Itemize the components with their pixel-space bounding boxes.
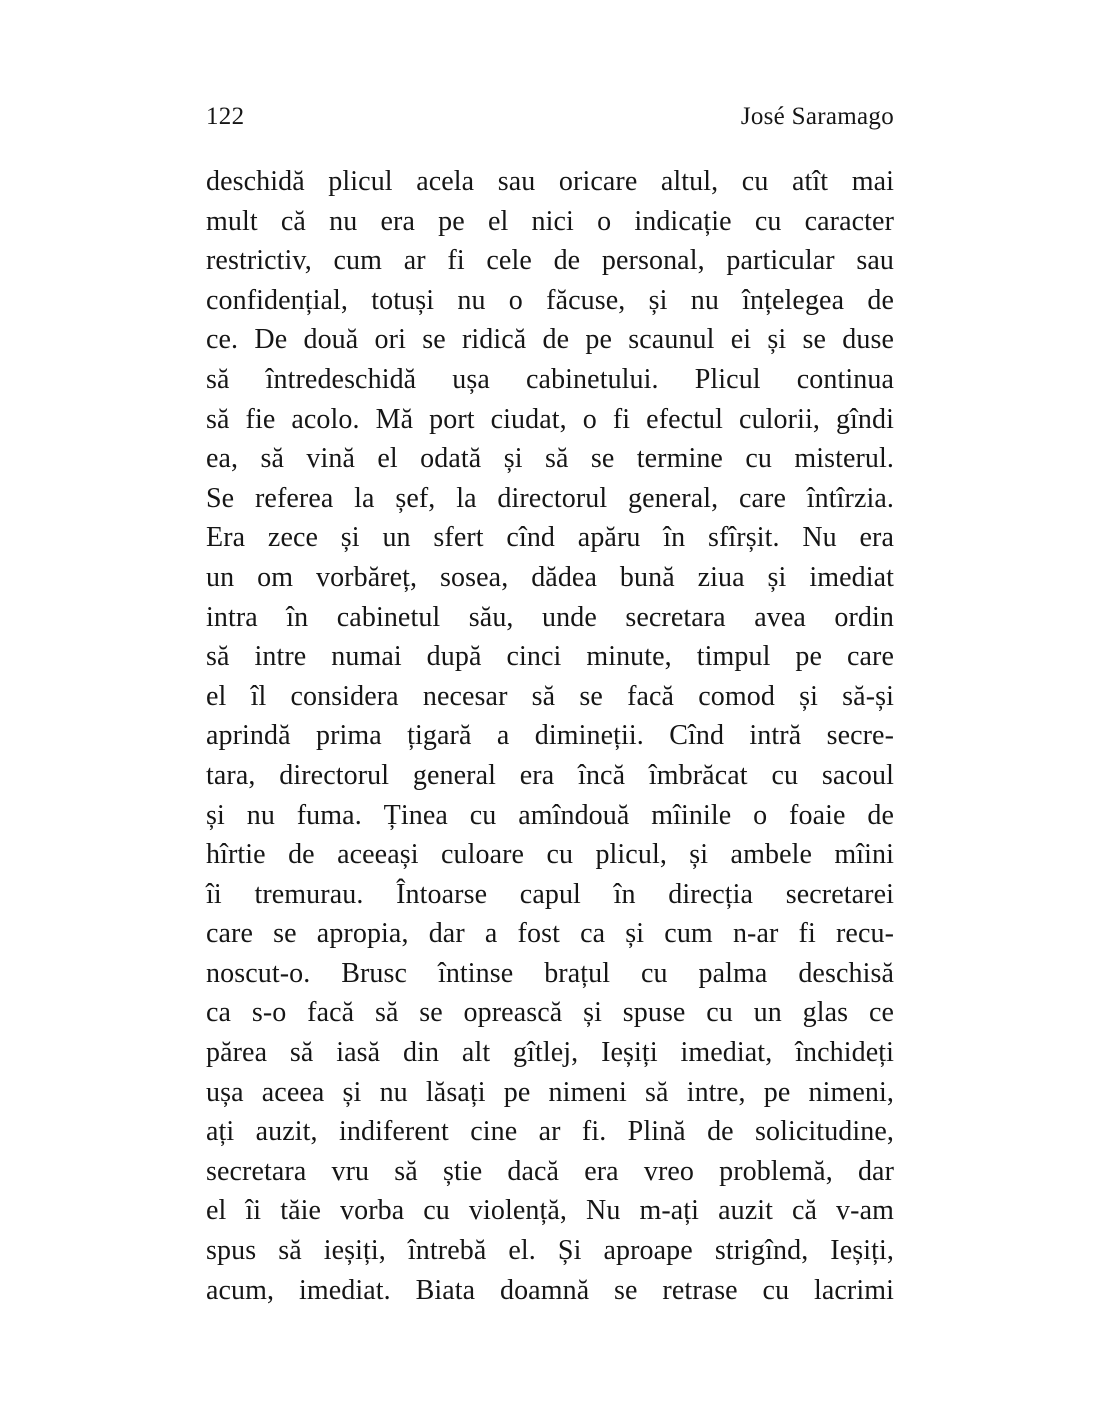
text-line: care se apropia, dar a fost ca și cum n-ar fi recu-	[206, 918, 894, 950]
text-line: intra în cabinetul său, unde secretara avea ordin	[206, 601, 894, 633]
text-line: îi tremurau. Întoarse capul în direcția secretarei	[206, 878, 894, 910]
text-line: el îl considera necesar să se facă comod și să-și	[206, 680, 894, 712]
text-line: părea să iasă din alt gîtlej, Ieșiți imediat, închideți	[206, 1037, 894, 1069]
text-line: să fie acolo. Mă port ciudat, o fi efectul culorii, gîndi	[206, 403, 894, 435]
text-line: ați auzit, indiferent cine ar fi. Plină de solicitudine,	[206, 1116, 894, 1148]
text-line: ușa aceea și nu lăsați pe nimeni să intre, pe nimeni,	[206, 1076, 894, 1108]
text-line: mult că nu era pe el nici o indicație cu caracter	[206, 205, 894, 237]
text-line: aprindă prima țigară a dimineții. Cînd intră secre-	[206, 720, 894, 752]
text-line: să întredeschidă ușa cabinetului. Plicul continua	[206, 363, 894, 395]
text-line: restrictiv, cum ar fi cele de personal, particular sau	[206, 245, 894, 277]
text-column	[206, 102, 894, 1310]
text-line: hîrtie de aceeași culoare cu plicul, și ambele mîini	[206, 839, 894, 871]
text-line: Se referea la șef, la directorul general, care întîrzia.	[206, 482, 894, 514]
text-line: un om vorbăreț, sosea, dădea bună ziua și imediat	[206, 561, 894, 593]
page-number: 122	[206, 103, 245, 130]
text-line: confidențial, totuși nu o făcuse, și nu înțelegea de	[206, 284, 894, 316]
text-line: spus să ieșiți, întrebă el. Și aproape strigînd, Ieșiți,	[206, 1235, 894, 1267]
text-line: secretara vru să știe dacă era vreo problemă, dar	[206, 1155, 894, 1187]
text-line: ea, să vină el odată și să se termine cu misterul.	[206, 443, 894, 475]
text-line: el îi tăie vorba cu violență, Nu m-ați auzit că v-am	[206, 1195, 894, 1227]
text-line: și nu fuma. Ținea cu amîndouă mîinile o foaie de	[206, 799, 894, 831]
running-head-author: José Saramago	[740, 103, 894, 130]
running-head	[206, 102, 894, 132]
text-line: deschidă plicul acela sau oricare altul, cu atît mai	[206, 166, 894, 197]
text-line: Era zece și un sfert cînd apăru în sfîrșit. Nu era	[206, 522, 894, 554]
body-paragraph	[206, 162, 894, 1310]
text-line: tara, directorul general era încă îmbrăcat cu sacoul	[206, 759, 894, 791]
text-line: să intre numai după cinci minute, timpul pe care	[206, 641, 894, 673]
text-line: noscut-o. Brusc întinse brațul cu palma deschisă	[206, 957, 894, 989]
text-line: ce. De două ori se ridică de pe scaunul ei și se duse	[206, 324, 894, 356]
text-line: ca s-o facă să se oprească și spuse cu un glas ce	[206, 997, 894, 1029]
text-line: acum, imediat. Biata doamnă se retrase cu lacrimi	[206, 1274, 894, 1306]
